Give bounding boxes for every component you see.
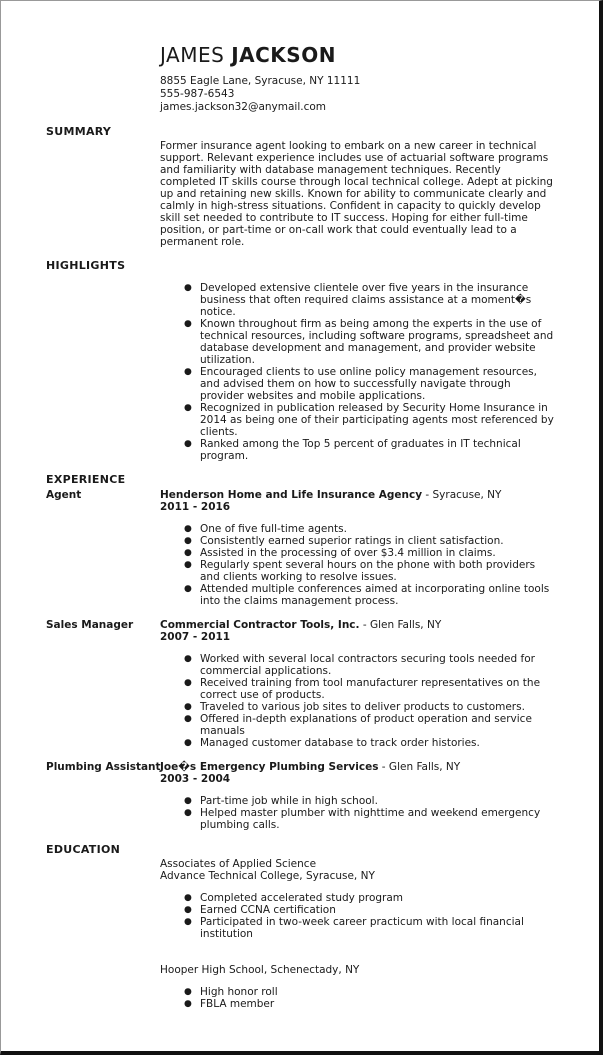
education-bullets: [160, 986, 555, 1010]
job-role: Sales Manager: [46, 619, 134, 631]
list-item: ● Known throughout firm as being among the experts in the use of technical resources, including software programs, spreadsheet and database development and management, and provider website utilization.: [160, 318, 555, 366]
list-item: ● Earned CCNA certification: [160, 904, 555, 916]
candidate-name: [160, 43, 336, 67]
education-section: [160, 858, 555, 940]
summary-section: [160, 140, 555, 248]
job-entry: [160, 619, 555, 749]
list-item: ● Regularly spent several hours on the phone with both providers and clients working to resolve issues.: [160, 559, 555, 583]
company-name: Joe�s Emergency Plumbing Services: [160, 761, 379, 773]
experience-title: EXPERIENCE: [46, 473, 126, 486]
list-item: ● High honor roll: [160, 986, 555, 998]
highlights-list: [160, 282, 555, 462]
job-entry: [160, 761, 555, 831]
list-item: ● Worked with several local contractors securing tools needed for commercial applications.: [160, 653, 555, 677]
list-item: ● Received training from tool manufacturer representatives on the correct use of products.: [160, 677, 555, 701]
summary-text: Former insurance agent looking to embark on a new career in technical support. Relevant experience includes use of actuarial software programs and familiarity with database management techniques. Recently completed IT skills course through local technical college. Adept at picking up and retaining new skills. Known for ability to communicate clearly and calmly in high-stress situations. Confident in capacity to quickly develop skill set needed to contribute to IT success. Hoping for either full-time position, or part-time or on-call work that could eventually lead to a permanent role.: [160, 140, 553, 248]
first-name: JAMES: [160, 43, 225, 67]
job-dates: 2003 - 2004: [160, 773, 231, 785]
list-item: ● Traveled to various job sites to deliver products to customers.: [160, 701, 555, 713]
job-role: Plumbing Assistant: [46, 761, 161, 773]
degree: Associates of Applied Science: [160, 858, 317, 870]
highlights-section: [160, 282, 555, 462]
list-item: ● Ranked among the Top 5 percent of graduates in IT technical program.: [160, 438, 555, 462]
list-item: ● Recognized in publication released by Security Home Insurance in 2014 as being one of their participating agents most referenced by clients.: [160, 402, 555, 438]
education-title: EDUCATION: [46, 843, 121, 856]
contact-block: [160, 75, 360, 114]
list-item: ● Offered in-depth explanations of product operation and service manuals: [160, 713, 555, 737]
job-location: - Syracuse, NY: [422, 489, 502, 501]
job-role: Agent: [46, 489, 82, 501]
job-dates: 2007 - 2011: [160, 631, 231, 643]
job-location: - Glen Falls, NY: [359, 619, 442, 631]
email[interactable]: james.jackson32@anymail.com: [160, 101, 327, 113]
job-location: - Glen Falls, NY: [378, 761, 461, 773]
company-name: Henderson Home and Life Insurance Agency: [160, 489, 423, 501]
job-bullets: [160, 653, 555, 749]
education-section: [160, 964, 555, 1010]
list-item: ● Attended multiple conferences aimed at incorporating online tools into the claims management process.: [160, 583, 555, 607]
list-item: ● Completed accelerated study program: [160, 892, 555, 904]
list-item: ● Managed customer database to track order histories.: [160, 737, 555, 749]
list-item: ● Encouraged clients to use online policy management resources, and advised them on how to successfully navigate through provider websites and mobile applications.: [160, 366, 555, 402]
job-bullets: [160, 523, 555, 607]
list-item: ● One of five full-time agents.: [160, 523, 555, 535]
job-dates: 2011 - 2016: [160, 501, 231, 513]
school-name: Advance Technical College, Syracuse, NY: [160, 870, 375, 882]
list-item: ● Consistently earned superior ratings in client satisfaction.: [160, 535, 555, 547]
job-bullets: [160, 795, 555, 831]
list-item: ● Assisted in the processing of over $3.4 million in claims.: [160, 547, 555, 559]
phone: 555-987-6543: [160, 88, 235, 100]
school-name: Hooper High School, Schenectady, NY: [160, 964, 360, 976]
job-entry: [160, 489, 555, 607]
highlights-title: HIGHLIGHTS: [46, 259, 126, 272]
address: 8855 Eagle Lane, Syracuse, NY 11111: [160, 75, 361, 87]
list-item: ● FBLA member: [160, 998, 555, 1010]
company-name: Commercial Contractor Tools, Inc.: [160, 619, 360, 631]
last-name: JACKSON: [231, 43, 336, 67]
list-item: ● Helped master plumber with nighttime and weekend emergency plumbing calls.: [160, 807, 555, 831]
list-item: ● Participated in two-week career practicum with local financial institution: [160, 916, 555, 940]
list-item: ● Developed extensive clientele over five years in the insurance business that often required claims assistance at a moment�s notice.: [160, 282, 555, 318]
summary-title: SUMMARY: [46, 125, 112, 138]
education-bullets: [160, 892, 555, 940]
list-item: ● Part-time job while in high school.: [160, 795, 555, 807]
